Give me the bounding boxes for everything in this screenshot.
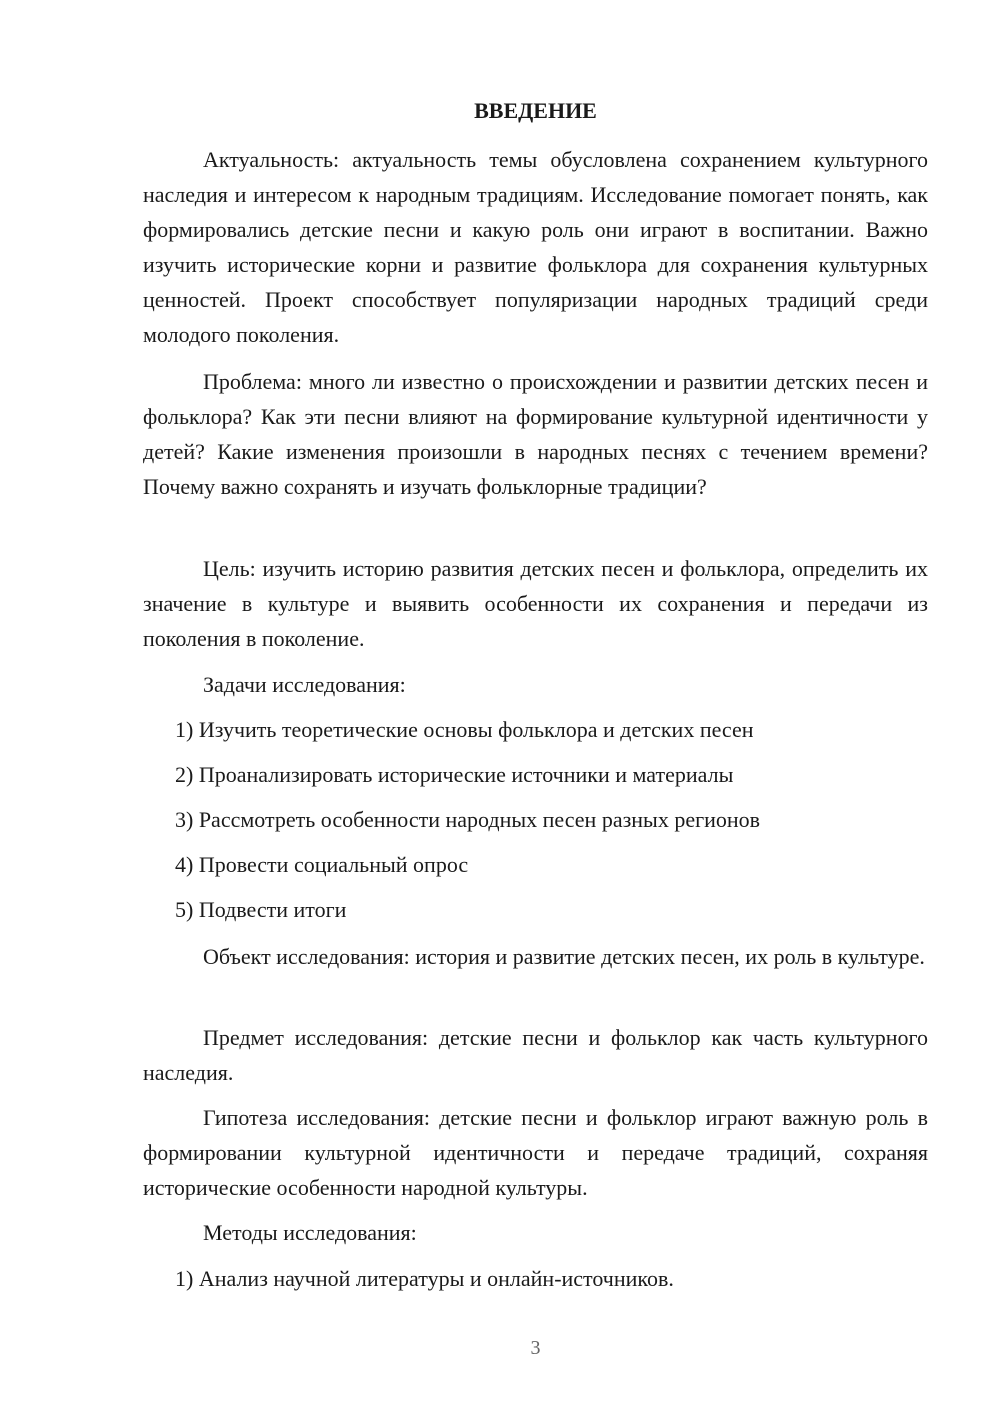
task-item: 3) Рассмотреть особенности народных песен разных регионов <box>175 807 761 832</box>
tasks-heading: Задачи исследования: <box>203 672 406 697</box>
task-item: 1) Изучить теоретические основы фольклора и детских песен <box>175 717 754 742</box>
relevance-paragraph: Актуальность: актуальность темы обусловлена сохранением культурного наследия и интересом к народным традициям. Исследование помогает понять, как формировались детские песни и какую роль они играют в воспитании. Важно изучить исторические корни и развитие фольклора для сохранения культурных ценностей. Проект способствует популяризации народных традиций среди молодого поколения. <box>143 147 928 347</box>
task-item: 2) Проанализировать исторические источники и материалы <box>175 762 734 787</box>
subject-paragraph: Предмет исследования: детские песни и фольклор как часть культурного наследия. <box>143 1025 928 1085</box>
task-item: 4) Провести социальный опрос <box>175 852 469 877</box>
page-number: 3 <box>530 1337 541 1359</box>
method-item: 1) Анализ научной литературы и онлайн-источников. <box>175 1266 674 1291</box>
page-title: ВВЕДЕНИЕ <box>474 98 597 123</box>
goal-paragraph: Цель: изучить историю развития детских песен и фольклора, определить их значение в культуре и выявить особенности их сохранения и передачи из поколения в поколение. <box>143 556 928 651</box>
hypothesis-paragraph: Гипотеза исследования: детские песни и фольклор играют важную роль в формировании культурной идентичности и передаче традиций, сохраняя исторические особенности народной культуры. <box>143 1105 928 1200</box>
document-page <box>143 0 928 1414</box>
object-paragraph: Объект исследования: история и развитие детских песен, их роль в культуре. <box>203 944 925 969</box>
problem-paragraph: Проблема: много ли известно о происхождении и развитии детских песен и фольклора? Как эти песни влияют на формирование культурной идентичности у детей? Какие изменения произошли в народных песнях с течением времени? Почему важно сохранять и изучать фольклорные традиции? <box>143 369 928 499</box>
methods-heading: Методы исследования: <box>203 1220 417 1245</box>
task-item: 5) Подвести итоги <box>175 897 347 922</box>
